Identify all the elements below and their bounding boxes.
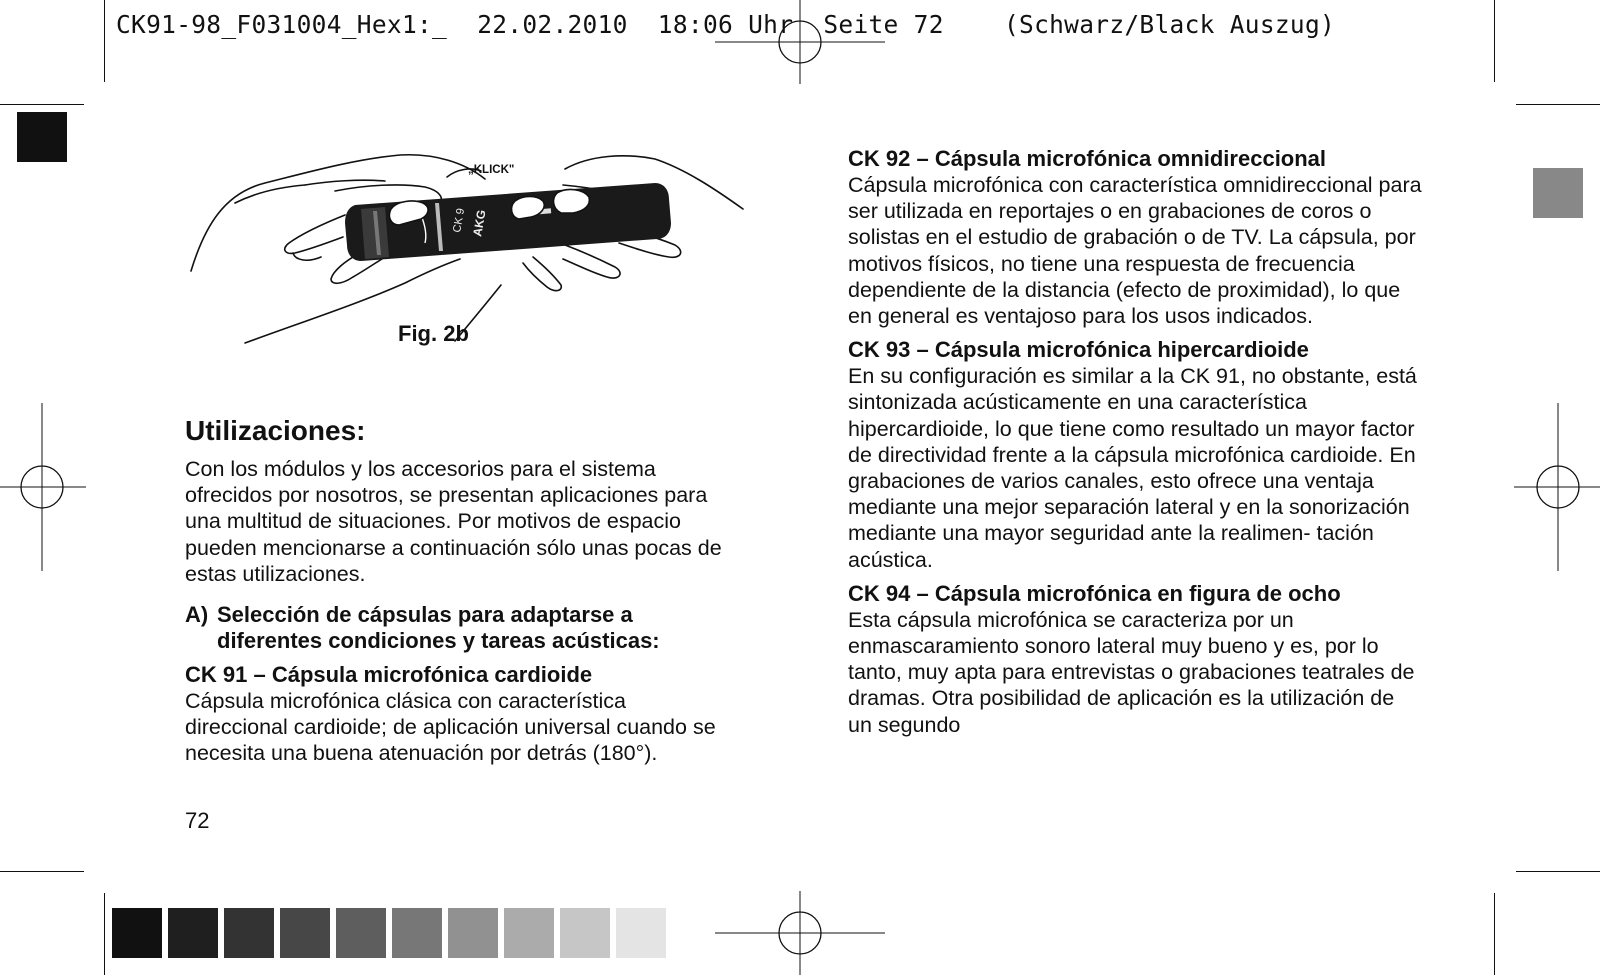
crop-mark-right-top	[1516, 104, 1600, 105]
crop-mark-left-bottom	[0, 871, 84, 872]
microphone-label-akg: AKG	[470, 208, 489, 238]
registration-mark-left	[0, 403, 86, 571]
registration-mark-top	[715, 0, 885, 84]
grayscale-swatch	[280, 908, 330, 958]
klick-label: „KLICK"	[468, 164, 515, 176]
crop-mark-bottom-right	[1494, 893, 1495, 975]
crop-mark-top-right	[1494, 0, 1495, 82]
crop-mark-left-top	[0, 104, 84, 105]
grayscale-swatch	[168, 908, 218, 958]
registration-mark-right	[1514, 403, 1600, 571]
grayscale-swatch	[616, 908, 666, 958]
ck92-paragraph: Cápsula microfónica con característica omnidireccional para ser utilizada en reportajes o en grabaciones de coros o solistas en el estudio de grabación o de TV. La cápsula, por motivos físicos, no tiene una respuesta de frecuencia dependiente de la distancia (efecto de proximidad), lo que en general es ventajoso para los usos indicados.	[848, 173, 1422, 329]
ck91-paragraph: Cápsula microfónica clásica con característica direccional cardioide; de aplicación universal cuando se necesita una buena atenuación por detrás (180°).	[185, 689, 716, 766]
crop-mark-bottom-left	[104, 893, 105, 975]
right-column	[848, 146, 1423, 738]
grayscale-swatch	[224, 908, 274, 958]
intro-paragraph: Con los módulos y los accesorios para el sistema ofrecidos por nosotros, se presentan aplicaciones para una multitud de situaciones. Por motivos de espacio pueden mencionarse a continuación sólo unas pocas de estas utilizaciones.	[185, 457, 722, 586]
grayscale-swatch	[448, 908, 498, 958]
section-title: Utilizaciones:	[185, 415, 366, 446]
list-heading-text: Selección de cápsulas para adaptarse a diferentes condiciones y tareas acústicas:	[217, 602, 660, 654]
crop-mark-top-left	[104, 0, 105, 82]
grayscale-swatch	[560, 908, 610, 958]
crop-mark-right-bottom	[1516, 871, 1600, 872]
ck93-heading: CK 93 – Cápsula microfónica hipercardioide	[848, 337, 1309, 363]
grayscale-swatch	[504, 908, 554, 958]
print-header: CK91-98_F031004_Hex1:_ 22.02.2010 18:06 Uhr Seite 72 (Schwarz/Black Auszug)	[116, 10, 1336, 39]
list-marker: A)	[185, 602, 209, 628]
ck94-paragraph: Esta cápsula microfónica se caracteriza por un enmascaramiento sonoro lateral muy bueno y es, por lo tanto, muy apta para entrevistas o grabaciones teatrales de dramas. Otra posibilidad de aplicación es la utilización de un segundo	[848, 607, 1415, 737]
ck91-heading: CK 91 – Cápsula microfónica cardioide	[185, 662, 593, 688]
left-column	[185, 414, 730, 767]
registration-mark-bottom	[715, 891, 885, 975]
list-heading-a	[185, 602, 730, 654]
microphone-label-ck: CK 9	[451, 207, 468, 234]
ck93-paragraph: En su configuración es similar a la CK 91, no obstante, está sintonizada acústicamente en una característica hipercardioide, lo que tiene como resultado un mayor factor de directividad frente a la cápsula microfónica cardioide. En grabaciones de varios canales, esto ofrece una ventaja mediante una mejor separación lateral y en la sonorización mediante una mayor seguridad ante la realimen- tación acústica.	[848, 364, 1417, 572]
tab-marker-gray	[1533, 168, 1583, 218]
grayscale-swatch	[112, 908, 162, 958]
figure-caption: Fig. 2b	[398, 321, 469, 346]
figure-illustration	[185, 145, 755, 360]
ck92-heading: CK 92 – Cápsula microfónica omnidireccional	[848, 146, 1327, 171]
ck94-heading: CK 94 – Cápsula microfónica en figura de ocho	[848, 580, 1341, 606]
grayscale-swatch	[336, 908, 386, 958]
grayscale-swatch	[392, 908, 442, 958]
tab-marker-black	[17, 112, 67, 162]
page-number: 72	[185, 808, 210, 833]
